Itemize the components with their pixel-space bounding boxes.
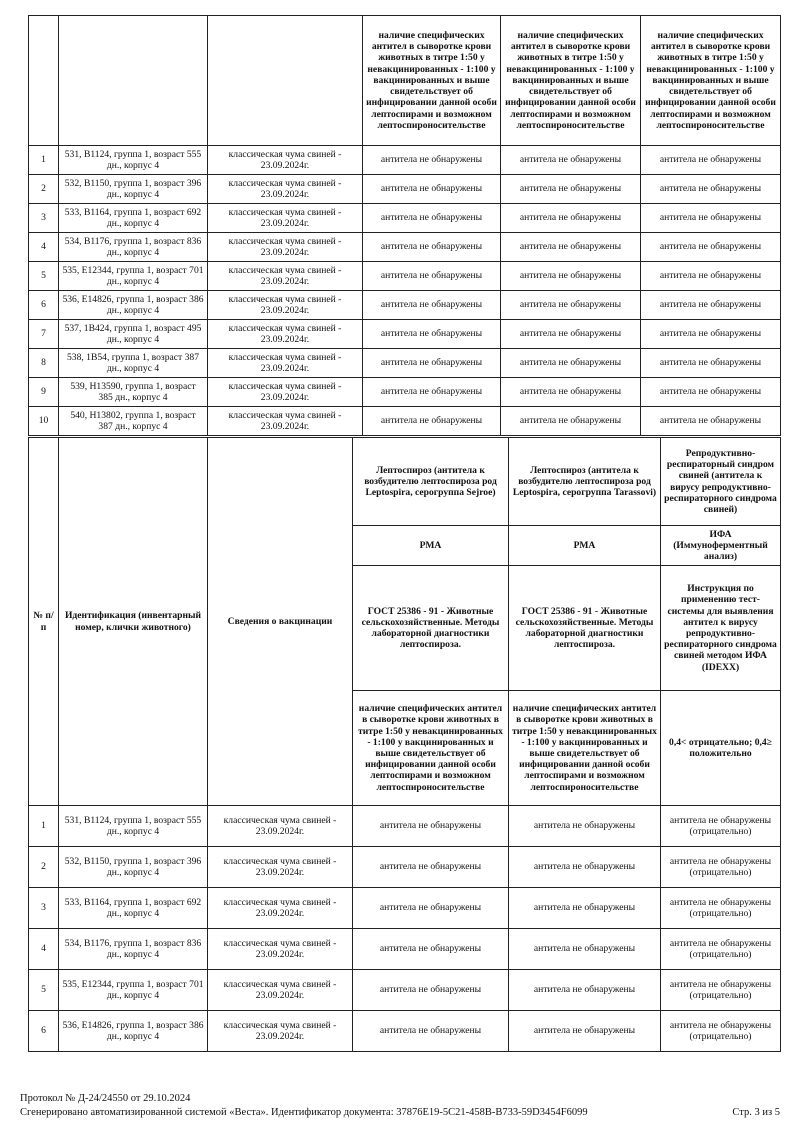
result-cell: антитела не обнаружены (501, 233, 641, 262)
result-cell: антитела не обнаружены (641, 262, 781, 291)
result-cell: антитела не обнаружены (509, 888, 661, 929)
criteria-header: наличие специфических антител в сыворотке крови животных в титре 1:50 у невакцинированных - 1:100 у вакцинированных и выше свидетельствует об инфицировании данной особи лептоспирами и возможном лептоспироносительстве (353, 691, 509, 806)
result-cell: антитела не обнаружены (501, 349, 641, 378)
result-cell: антитела не обнаружены (363, 233, 501, 262)
result-cell: антитела не обнаружены (отрицательно) (661, 806, 781, 847)
result-cell: антитела не обнаружены (отрицательно) (661, 847, 781, 888)
standard-header: Инструкция по применению тест-системы для выявления антител к вирусу репродуктивно-респираторного синдрома свиней методом ИФА (IDEXX) (661, 566, 781, 691)
row-number: 1 (29, 146, 59, 175)
row-number: 4 (29, 929, 59, 970)
vaccination-info: классическая чума свиней - 23.09.2024г. (208, 806, 353, 847)
vaccination-info: классическая чума свиней - 23.09.2024г. (208, 378, 363, 407)
result-cell: антитела не обнаружены (отрицательно) (661, 970, 781, 1011)
result-cell: антитела не обнаружены (501, 407, 641, 436)
criteria-header: наличие специфических антител в сыворотке крови животных в титре 1:50 у невакцинированных - 1:100 у вакцинированных и выше свидетельствует об инфицировании данной особи лептоспирами и возможном лептоспироносительстве (363, 16, 501, 146)
table-row (29, 146, 781, 175)
animal-identification: 535, E12344, группа 1, возраст 701 дн., корпус 4 (59, 262, 208, 291)
vaccination-info: классическая чума свиней - 23.09.2024г. (208, 291, 363, 320)
result-cell: антитела не обнаружены (501, 378, 641, 407)
vaccination-info: классическая чума свиней - 23.09.2024г. (208, 262, 363, 291)
table-row (29, 204, 781, 233)
row-number: 3 (29, 204, 59, 233)
animal-identification: 532, B1150, группа 1, возраст 396 дн., корпус 4 (59, 175, 208, 204)
table-row (29, 929, 781, 970)
criteria-header: 0,4< отрицательно; 0,4≥ положительно (661, 691, 781, 806)
result-cell: антитела не обнаружены (501, 291, 641, 320)
table-row (29, 847, 781, 888)
table-row (29, 1011, 781, 1052)
vaccination-info: классическая чума свиней - 23.09.2024г. (208, 204, 363, 233)
method-header: ИФА (Иммуноферментный анализ) (661, 526, 781, 566)
result-cell: антитела не обнаружены (353, 847, 509, 888)
col-header-number: № п/п (29, 438, 59, 806)
table-row (29, 233, 781, 262)
result-cell: антитела не обнаружены (363, 291, 501, 320)
row-number: 8 (29, 349, 59, 378)
result-cell: антитела не обнаружены (363, 320, 501, 349)
table-row (29, 806, 781, 847)
result-cell: антитела не обнаружены (501, 175, 641, 204)
result-cell: антитела не обнаружены (641, 291, 781, 320)
method-header: РМА (353, 526, 509, 566)
row-number: 1 (29, 806, 59, 847)
result-cell: антитела не обнаружены (641, 175, 781, 204)
results-table-continued (28, 15, 781, 436)
result-cell: антитела не обнаружены (363, 349, 501, 378)
vaccination-info: классическая чума свиней - 23.09.2024г. (208, 970, 353, 1011)
result-cell: антитела не обнаружены (363, 407, 501, 436)
result-cell: антитела не обнаружены (353, 806, 509, 847)
vaccination-info: классическая чума свиней - 23.09.2024г. (208, 407, 363, 436)
result-cell: антитела не обнаружены (363, 378, 501, 407)
criteria-header: наличие специфических антител в сыворотке крови животных в титре 1:50 у невакцинированных - 1:100 у вакцинированных и выше свидетельствует об инфицировании данной особи лептоспирами и возможном лептоспироносительстве (509, 691, 661, 806)
animal-identification: 534, B1176, группа 1, возраст 836 дн., корпус 4 (59, 929, 208, 970)
disease-header: Репродуктивно-респираторный синдром свиней (антитела к вирусу репродуктивно-респираторного синдрома свиней) (661, 438, 781, 526)
animal-identification: 532, B1150, группа 1, возраст 396 дн., корпус 4 (59, 847, 208, 888)
row-number: 6 (29, 291, 59, 320)
result-cell: антитела не обнаружены (отрицательно) (661, 929, 781, 970)
page-number: Стр. 3 из 5 (732, 1107, 780, 1118)
vaccination-info: классическая чума свиней - 23.09.2024г. (208, 929, 353, 970)
result-cell: антитела не обнаружены (509, 847, 661, 888)
vaccination-info: классическая чума свиней - 23.09.2024г. (208, 349, 363, 378)
empty-cell (59, 16, 208, 146)
row-number: 4 (29, 233, 59, 262)
result-cell: антитела не обнаружены (отрицательно) (661, 1011, 781, 1052)
col-header-identification: Идентификация (инвентарный номер, клички животного) (59, 438, 208, 806)
table-row (29, 320, 781, 349)
disease-header: Лептоспироз (антитела к возбудителю лептоспироза род Leptospira, серогруппа Sejroe) (353, 438, 509, 526)
animal-identification: 538, 1B54, группа 1, возраст 387 дн., корпус 4 (59, 349, 208, 378)
animal-identification: 534, B1176, группа 1, возраст 836 дн., корпус 4 (59, 233, 208, 262)
vaccination-info: классическая чума свиней - 23.09.2024г. (208, 888, 353, 929)
result-cell: антитела не обнаружены (отрицательно) (661, 888, 781, 929)
vaccination-info: классическая чума свиней - 23.09.2024г. (208, 847, 353, 888)
result-cell: антитела не обнаружены (641, 378, 781, 407)
table-row (29, 262, 781, 291)
row-number: 5 (29, 262, 59, 291)
generated-note: Сгенерировано автоматизированной системой «Веста». Идентификатор документа: 37876E19-5C21-458B-B733-59D3454F6099 (20, 1107, 588, 1118)
result-cell: антитела не обнаружены (501, 146, 641, 175)
table-header-row (29, 16, 781, 146)
header-row-disease (29, 438, 781, 526)
row-number: 5 (29, 970, 59, 1011)
result-cell: антитела не обнаружены (353, 1011, 509, 1052)
row-number: 10 (29, 407, 59, 436)
table-row (29, 970, 781, 1011)
vaccination-info: классическая чума свиней - 23.09.2024г. (208, 146, 363, 175)
row-number: 3 (29, 888, 59, 929)
table-row (29, 175, 781, 204)
vaccination-info: классическая чума свиней - 23.09.2024г. (208, 233, 363, 262)
row-number: 2 (29, 847, 59, 888)
animal-identification: 540, H13802, группа 1, возраст 387 дн., корпус 4 (59, 407, 208, 436)
criteria-header: наличие специфических антител в сыворотке крови животных в титре 1:50 у невакцинированных - 1:100 у вакцинированных и выше свидетельствует об инфицировании данной особи лептоспирами и возможном лептоспироносительстве (641, 16, 781, 146)
animal-identification: 539, H13590, группа 1, возраст 385 дн., корпус 4 (59, 378, 208, 407)
disease-header: Лептоспироз (антитела к возбудителю лептоспироза род Leptospira, серогруппа Tarassovi) (509, 438, 661, 526)
empty-cell (208, 16, 363, 146)
table-row (29, 349, 781, 378)
animal-identification: 531, B1124, группа 1, возраст 555 дн., корпус 4 (59, 806, 208, 847)
result-cell: антитела не обнаружены (501, 320, 641, 349)
row-number: 9 (29, 378, 59, 407)
result-cell: антитела не обнаружены (363, 204, 501, 233)
result-cell: антитела не обнаружены (353, 970, 509, 1011)
animal-identification: 531, B1124, группа 1, возраст 555 дн., корпус 4 (59, 146, 208, 175)
row-number: 7 (29, 320, 59, 349)
vaccination-info: классическая чума свиней - 23.09.2024г. (208, 1011, 353, 1052)
row-number: 6 (29, 1011, 59, 1052)
result-cell: антитела не обнаружены (641, 233, 781, 262)
result-cell: антитела не обнаружены (641, 146, 781, 175)
table-row (29, 888, 781, 929)
result-cell: антитела не обнаружены (641, 349, 781, 378)
vaccination-info: классическая чума свиней - 23.09.2024г. (208, 320, 363, 349)
animal-identification: 536, E14826, группа 1, возраст 386 дн., корпус 4 (59, 1011, 208, 1052)
result-cell: антитела не обнаружены (509, 929, 661, 970)
table-row (29, 291, 781, 320)
result-cell: антитела не обнаружены (363, 262, 501, 291)
result-cell: антитела не обнаружены (509, 970, 661, 1011)
animal-identification: 533, B1164, группа 1, возраст 692 дн., корпус 4 (59, 888, 208, 929)
animal-identification: 536, E14826, группа 1, возраст 386 дн., корпус 4 (59, 291, 208, 320)
animal-identification: 533, B1164, группа 1, возраст 692 дн., корпус 4 (59, 204, 208, 233)
method-header: РМА (509, 526, 661, 566)
criteria-header: наличие специфических антител в сыворотке крови животных в титре 1:50 у невакцинированных - 1:100 у вакцинированных и выше свидетельствует об инфицировании данной особи лептоспирами и возможном лептоспироносительстве (501, 16, 641, 146)
vaccination-info: классическая чума свиней - 23.09.2024г. (208, 175, 363, 204)
result-cell: антитела не обнаружены (509, 806, 661, 847)
result-cell: антитела не обнаружены (501, 204, 641, 233)
result-cell: антитела не обнаружены (509, 1011, 661, 1052)
results-table (28, 437, 781, 1052)
empty-cell (29, 16, 59, 146)
result-cell: антитела не обнаружены (353, 929, 509, 970)
protocol-number: Протокол № Д-24/24550 от 29.10.2024 (20, 1093, 191, 1104)
result-cell: антитела не обнаружены (363, 146, 501, 175)
col-header-vaccination: Сведения о вакцинации (208, 438, 353, 806)
table-row (29, 378, 781, 407)
result-cell: антитела не обнаружены (501, 262, 641, 291)
table-row (29, 407, 781, 436)
animal-identification: 535, E12344, группа 1, возраст 701 дн., корпус 4 (59, 970, 208, 1011)
result-cell: антитела не обнаружены (641, 407, 781, 436)
result-cell: антитела не обнаружены (641, 320, 781, 349)
row-number: 2 (29, 175, 59, 204)
animal-identification: 537, 1B424, группа 1, возраст 495 дн., корпус 4 (59, 320, 208, 349)
result-cell: антитела не обнаружены (641, 204, 781, 233)
result-cell: антитела не обнаружены (363, 175, 501, 204)
result-cell: антитела не обнаружены (353, 888, 509, 929)
standard-header: ГОСТ 25386 - 91 - Животные сельскохозяйственные. Методы лабораторной диагностики лептоспироза. (353, 566, 509, 691)
standard-header: ГОСТ 25386 - 91 - Животные сельскохозяйственные. Методы лабораторной диагностики лептоспироза. (509, 566, 661, 691)
